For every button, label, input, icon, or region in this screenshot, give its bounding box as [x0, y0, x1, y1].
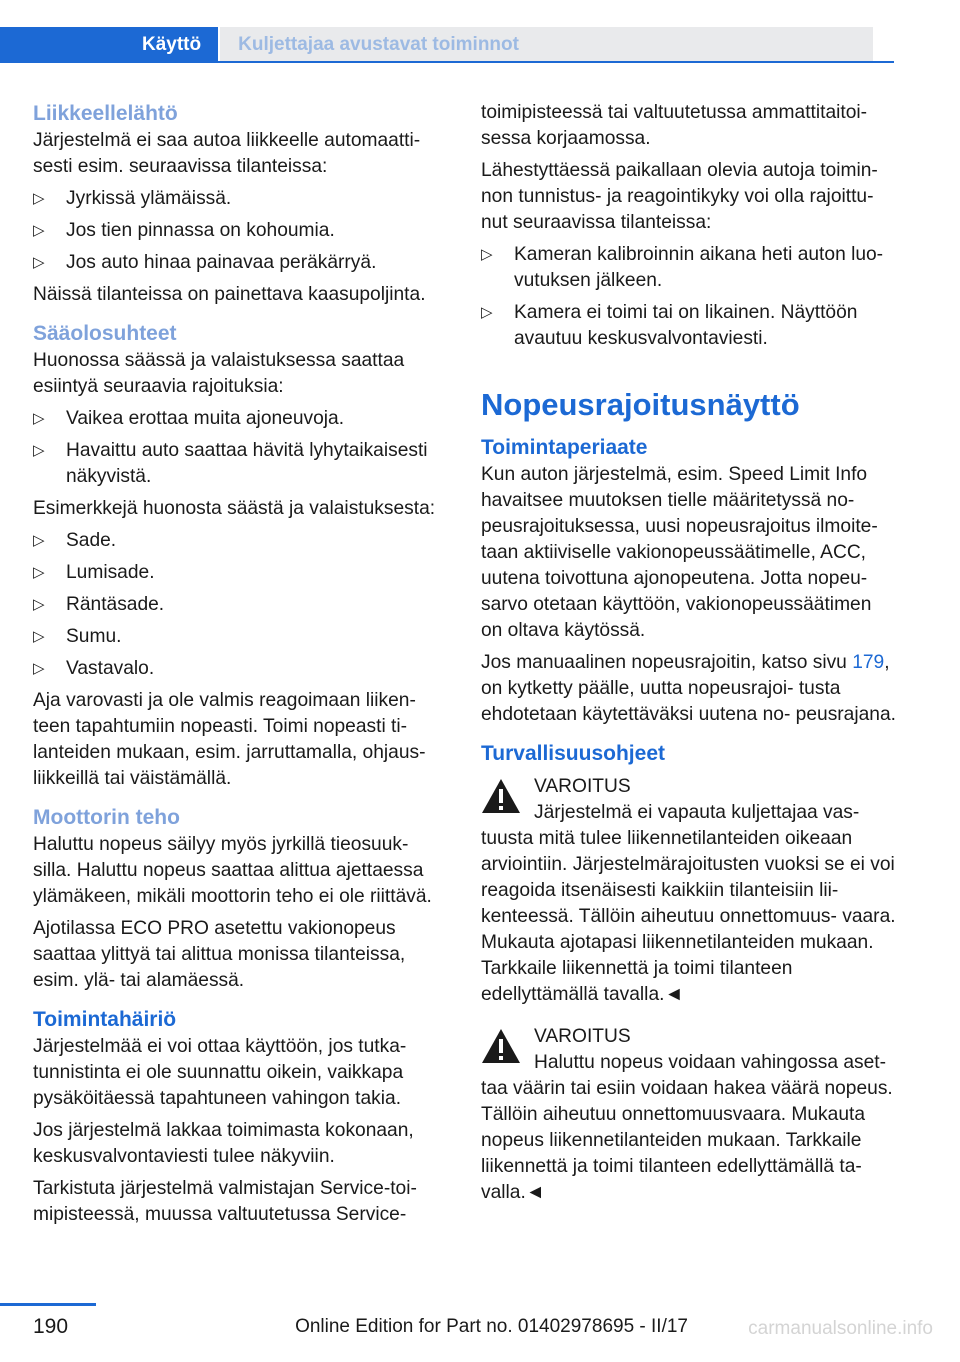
triangle-bullet-icon: ▷ — [33, 532, 45, 549]
header-rule — [0, 61, 894, 63]
paragraph: Tarkistuta järjestelmä valmistajan Service-toi- mipisteessä, muussa valtuutetussa Service- — [33, 1178, 417, 1225]
list-item: ▷ Vaikea erottaa muita ajoneuvoja. — [33, 406, 451, 432]
warning-label: VAROITUS — [534, 776, 631, 797]
list-item: ▷ Lumisade. — [33, 560, 451, 586]
page-reference-link[interactable]: 179 — [852, 652, 885, 673]
list-item: ▷ Kameran kalibroinnin aikana heti auton luo- vutuksen jälkeen. — [481, 244, 884, 291]
bullet-list — [33, 406, 451, 490]
paragraph: Järjestelmää ei voi ottaa käyttöön, jos tutka- tunnistinta ei ole suunnattu oikein, vaikkapa pysäköitäessä tapahtuneen vahingon takia. — [33, 1036, 407, 1109]
heading-liikkeellelahto: Liikkeellelähtö — [33, 102, 178, 125]
paragraph: Lähestyttäessä paikallaan olevia autoja toimin- non tunnistus- ja reagointikyky voi olla rajoittu- nut seuraavissa tilanteissa: — [481, 160, 878, 233]
heading-toimintahairio: Toimintahäiriö — [33, 1008, 177, 1031]
list-item: ▷ Jos tien pinnassa on kohoumia. — [33, 218, 451, 244]
bullet-list — [33, 186, 451, 276]
triangle-bullet-icon: ▷ — [33, 190, 45, 207]
paragraph: Järjestelmä ei saa autoa liikkeelle automaatti- sesti esim. seuraavissa tilanteissa: — [33, 130, 421, 177]
running-header — [0, 27, 873, 63]
footer-rule — [0, 1303, 96, 1306]
warning-text: taa väärin tai esiin voidaan hakea väärä nopeus. Tällöin aiheutuu onnettomuusvaara. Mukauta nopeus liikennetilanteiden mukaan. Tarkkaile liikennettä ja toimi tilanteen edellyttämällä ta- valla.◄ — [481, 1078, 893, 1203]
triangle-bullet-icon: ▷ — [33, 222, 45, 239]
list-item: ▷ Vastavalo. — [33, 656, 451, 682]
bullet-list — [33, 528, 451, 682]
paragraph: Ajotilassa ECO PRO asetettu vakionopeus saattaa ylittyä tai alittua monissa tilanteissa, esim. ylä- tai alamäessä. — [33, 918, 406, 991]
paragraph-with-page-ref: Jos manuaalinen nopeusrajoitin, katso sivu 179, on kytketty päälle, uutta nopeusrajoi- tusta ehdotetaan käytettäväksi uutena no- peusrajana. — [481, 652, 896, 725]
triangle-bullet-icon: ▷ — [33, 564, 45, 581]
heading-turvallisuusohjeet: Turvallisuusohjeet — [481, 742, 665, 765]
warning-text-first-line: Haluttu nopeus voidaan vahingossa aset- — [534, 1052, 887, 1073]
warning-label: VAROITUS — [534, 1026, 631, 1047]
bullet-list — [481, 242, 896, 352]
triangle-bullet-icon: ▷ — [33, 254, 45, 271]
triangle-bullet-icon: ▷ — [33, 596, 45, 613]
list-item: ▷ Jos auto hinaa painavaa peräkärryä. — [33, 250, 451, 276]
list-item: ▷ Havaittu auto saattaa hävitä lyhytaikaisesti näkyvistä. — [33, 440, 428, 487]
left-column — [33, 100, 451, 1234]
right-column — [481, 100, 896, 1222]
warning-block — [481, 1024, 896, 1206]
list-item: ▷ Kamera ei toimi tai on likainen. Näyttöön avautuu keskusvalvontaviesti. — [481, 302, 858, 349]
list-item: ▷ Sumu. — [33, 624, 451, 650]
heading-moottorin-teho: Moottorin teho — [33, 806, 180, 829]
paragraph: Kun auton järjestelmä, esim. Speed Limit Info havaitsee muutoksen tielle määritetyssä no- peusrajoituksessa, uusi nopeusrajoitus ilmoite- taan aktiiviselle vakionopeussäätimelle, ACC, uutena toivottuna ajonopeutena. Jotta nopeu- sarvo otetaan käyttöön, vakionopeussäätimen on oltava käytössä. — [481, 464, 878, 641]
section-tab: Käyttö — [0, 27, 218, 63]
paragraph: Jos järjestelmä lakkaa toimimasta kokonaan, keskusvalvontaviesti tulee näkyviin. — [33, 1120, 414, 1167]
heading-nopeusrajoitusnaytto: Nopeusrajoitusnäyttö — [481, 387, 800, 422]
page-number: 190 — [33, 1315, 69, 1338]
triangle-bullet-icon: ▷ — [33, 660, 45, 677]
edition-info: Online Edition for Part no. 01402978695 - II/17 — [295, 1316, 688, 1337]
heading-toimintaperiaate: Toimintaperiaate — [481, 436, 648, 459]
warning-triangle-icon — [481, 778, 521, 814]
paragraph: Huonossa säässä ja valaistuksessa saattaa esiintyä seuraavia rajoituksia: — [33, 350, 405, 397]
warning-triangle-icon — [481, 1028, 521, 1064]
paragraph: Aja varovasti ja ole valmis reagoimaan liiken- teen tapahtumiin nopeasti. Toimi nopeasti ti- lanteiden mukaan, esim. jarruttamalla, ohjaus- liikkeillä tai väistämällä. — [33, 690, 426, 789]
triangle-bullet-icon: ▷ — [481, 246, 493, 263]
heading-saaolosuhteet: Sääolosuhteet — [33, 322, 177, 345]
paragraph: Esimerkkejä huonosta säästä ja valaistuksesta: — [33, 498, 436, 519]
warning-text-first-line: Järjestelmä ei vapauta kuljettajaa vas- — [534, 802, 860, 823]
list-item: ▷ Räntäsade. — [33, 592, 451, 618]
warning-block — [481, 774, 896, 1008]
triangle-bullet-icon: ▷ — [481, 304, 493, 321]
list-item: ▷ Sade. — [33, 528, 451, 554]
triangle-bullet-icon: ▷ — [33, 628, 45, 645]
chapter-title: Kuljettajaa avustavat toiminnot — [218, 27, 873, 63]
list-item: ▷ Jyrkissä ylämäissä. — [33, 186, 451, 212]
paragraph: toimipisteessä tai valtuutetussa ammattitaitoi- sessa korjaamossa. — [481, 102, 868, 149]
paragraph: Näissä tilanteissa on painettava kaasupoljinta. — [33, 284, 426, 305]
triangle-bullet-icon: ▷ — [33, 442, 45, 459]
triangle-bullet-icon: ▷ — [33, 410, 45, 427]
paragraph: Haluttu nopeus säilyy myös jyrkillä tieosuuk- silla. Haluttu nopeus saattaa alittua ajettaessa ylämäkeen, mikäli moottorin teho ei ole riittävä. — [33, 834, 432, 907]
watermark: carmanualsonline.info — [748, 1318, 933, 1339]
warning-text: tuusta mitä tulee liikennetilanteiden oikeaan arviointiin. Järjestelmärajoitusten vuoksi se ei voi reagoida itsenäisesti kaikkiin tilanteisiin lii- kenteessä. Tällöin aiheutuu onnettomuus- vaara. Mukauta ajotapasi liikennetilanteiden mukaan. Tarkkaile liikennettä ja toimi tilanteen edellyttämällä tavalla.◄ — [481, 828, 896, 1005]
